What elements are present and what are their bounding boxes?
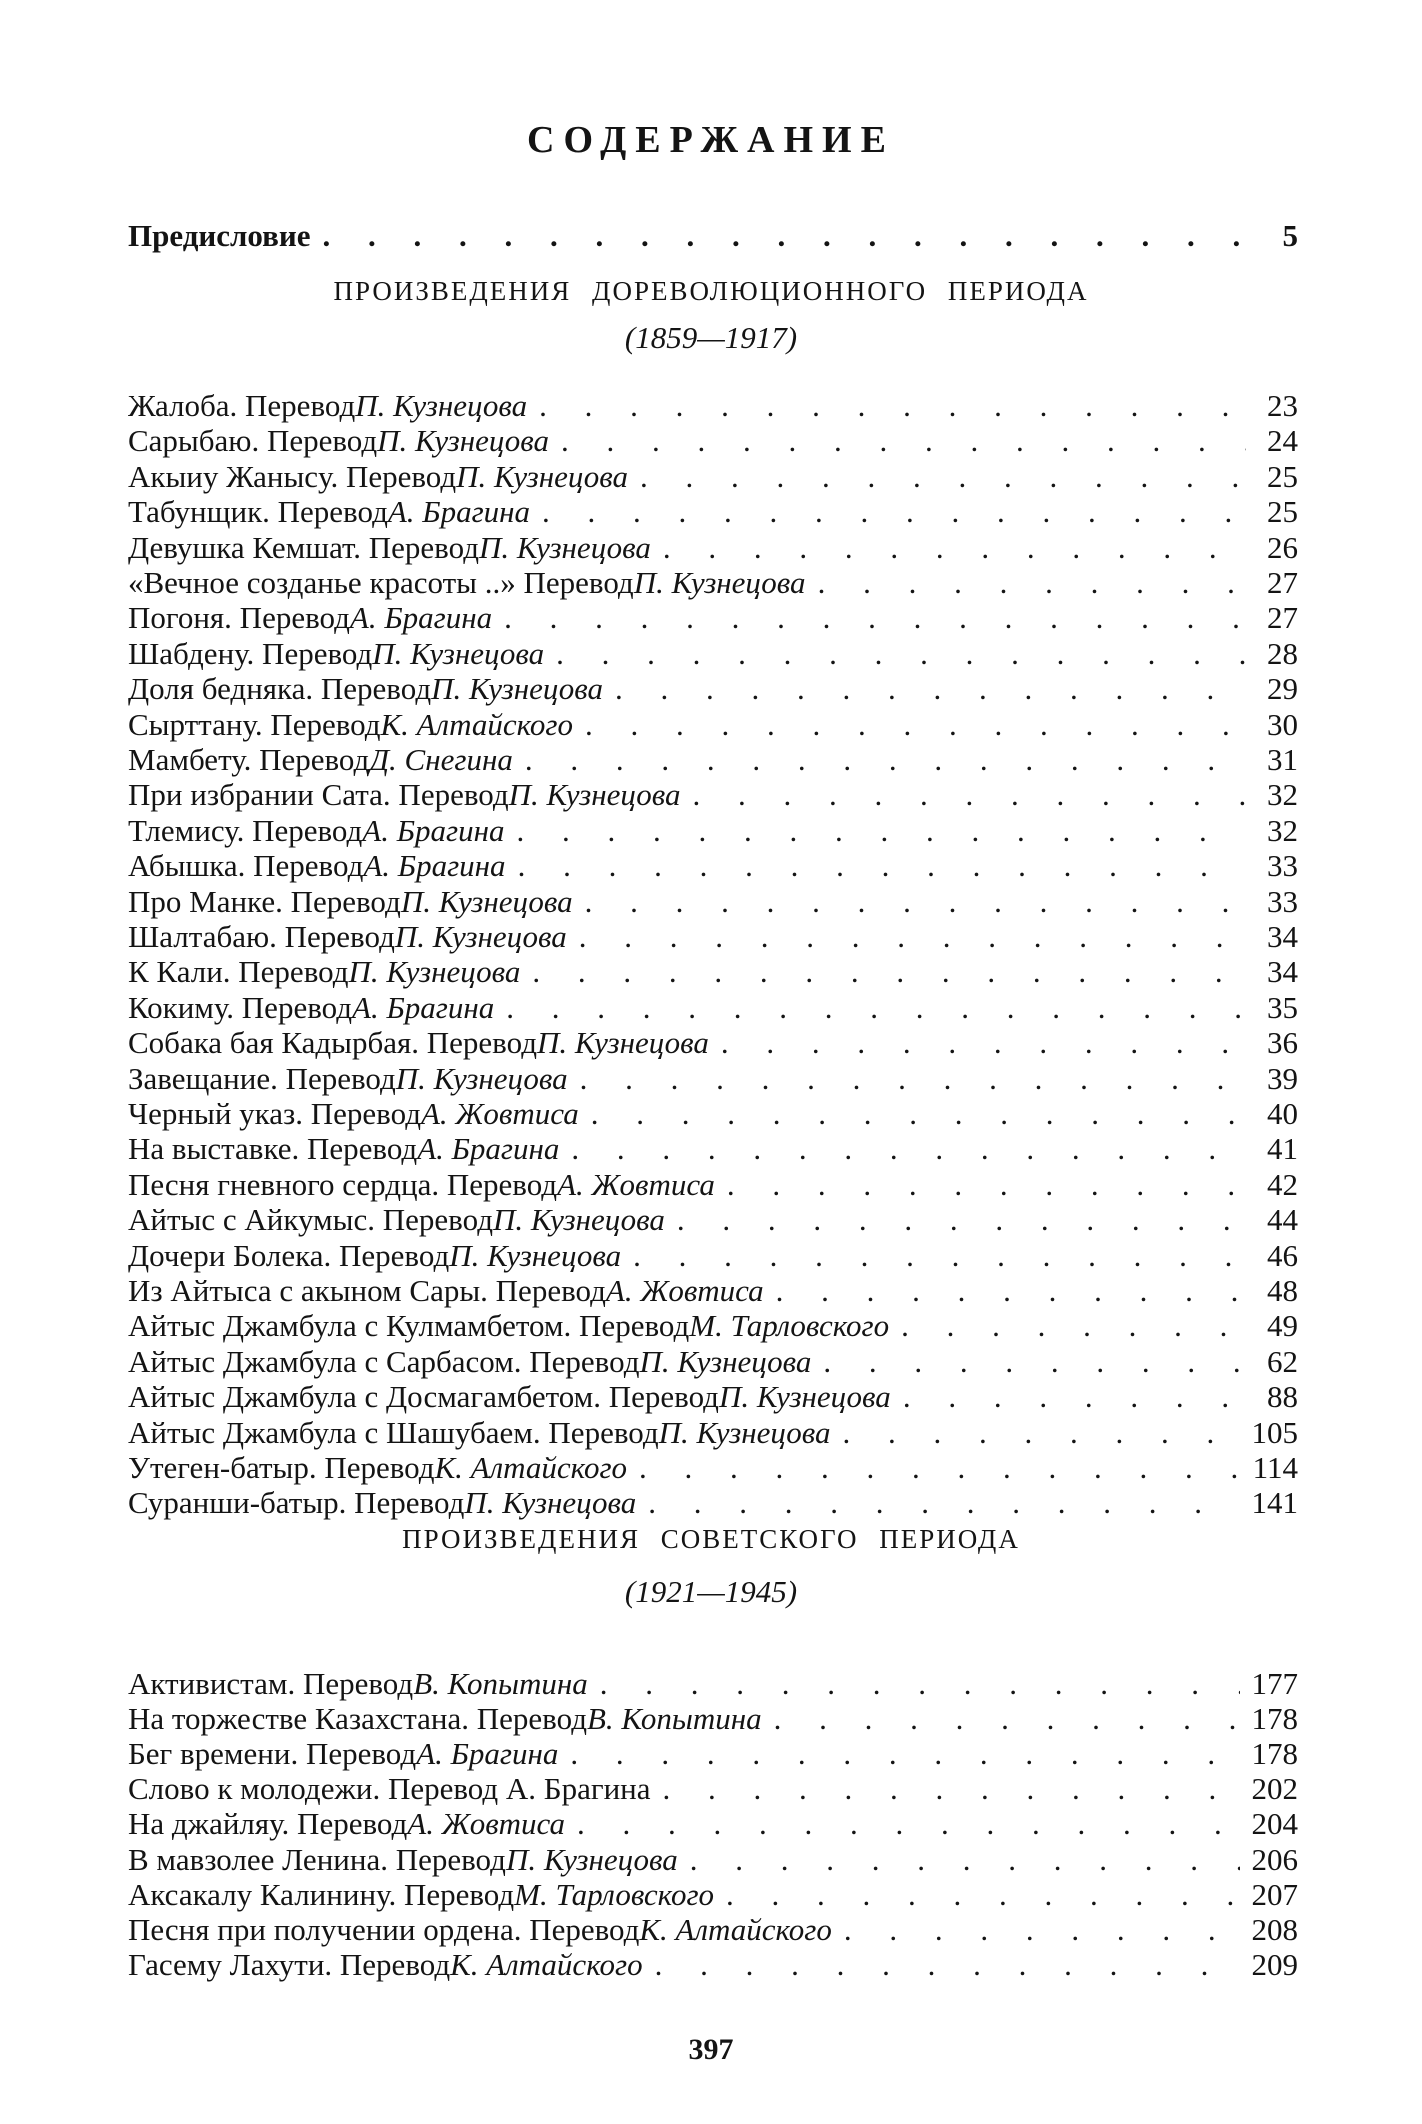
- toc-entry: [128, 671, 1298, 707]
- toc-entry-title: Сарыбаю. Перевод: [128, 423, 378, 459]
- toc-entry-page: 33: [1267, 848, 1298, 884]
- toc-entry-translator: А. Брагина: [352, 989, 495, 1025]
- dot-leader: [776, 1273, 1246, 1309]
- toc-entry-page: 42: [1267, 1166, 1298, 1202]
- dot-leader: [532, 954, 1246, 990]
- toc-entry-title: Акыиу Жаныcу. Перевод: [128, 458, 457, 494]
- toc-entry: [128, 1096, 1298, 1132]
- toc-entry-page: 32: [1267, 812, 1298, 848]
- toc-entry-page: 62: [1267, 1343, 1298, 1379]
- toc-entry-title: Сырттану. Перевод: [128, 706, 381, 742]
- toc-entry: [128, 1666, 1298, 1702]
- toc-entry-translator: М. Тарловского: [514, 1876, 715, 1912]
- dot-leader: [903, 1379, 1246, 1415]
- toc-entry-title: На выставке. Перевод: [128, 1131, 418, 1167]
- toc-entry-translator: А. Брагина: [362, 812, 505, 848]
- dot-leader: [640, 459, 1246, 495]
- toc-entry-title: Табунщик. Перевод: [128, 494, 388, 530]
- toc-entry-translator: П. Кузнецова: [505, 1841, 678, 1877]
- toc-entry: [128, 1167, 1298, 1203]
- toc-entry-translator: П. Кузнецова: [456, 458, 629, 494]
- dot-leader: [579, 919, 1246, 955]
- toc-entry-page: 24: [1267, 423, 1298, 459]
- dot-leader: [539, 388, 1246, 424]
- toc-entry: [128, 1947, 1298, 1983]
- toc-entry-title: Дочери Болека. Перевод: [128, 1237, 450, 1273]
- dot-leader: [721, 1025, 1246, 1061]
- dot-leader: [323, 218, 1247, 254]
- toc-entry: [128, 636, 1298, 672]
- toc-entry: [128, 1842, 1298, 1878]
- toc-entry-page: 177: [1251, 1666, 1298, 1701]
- toc-entry-title: Завещание. Перевод: [128, 1060, 396, 1096]
- toc-entry: [128, 388, 1298, 424]
- dot-leader: [570, 1736, 1239, 1772]
- toc-entry: [128, 919, 1298, 955]
- toc-entry-page: 32: [1267, 777, 1298, 813]
- toc-entry: [128, 1736, 1298, 1772]
- toc-entry-translator: П. Кузнецова: [355, 388, 528, 423]
- toc-entry-title: Мамбету. Перевод: [128, 742, 370, 777]
- toc-entry-page: 178: [1251, 1736, 1298, 1772]
- toc-entry-translator: П. Кузнецова: [633, 565, 806, 600]
- toc-entry-title: Песня при получении ордена. Перевод: [128, 1911, 640, 1947]
- page-number: 397: [688, 2033, 734, 2066]
- toc-entry-translator: П. Кузнецова: [718, 1379, 891, 1415]
- toc-entry-preface: [128, 218, 1298, 254]
- toc-entry-page: 44: [1267, 1202, 1298, 1238]
- toc-entry-title: «Вечное созданье красоты ..» Перевод: [128, 565, 634, 600]
- toc-entry-title: Аксакалу Калинину. Перевод: [128, 1876, 515, 1912]
- toc-entry: [128, 954, 1298, 990]
- toc-entry: [128, 1877, 1298, 1913]
- toc-entry-translator: П. Кузнецова: [478, 529, 651, 565]
- toc-entry-page: 5: [1282, 218, 1298, 253]
- toc-entry-page: 36: [1267, 1025, 1298, 1061]
- toc-entry-translator: П. Кузнецова: [400, 883, 573, 919]
- toc-entry-page: 39: [1267, 1060, 1298, 1096]
- toc-entry: [128, 884, 1298, 920]
- page-title: СОДЕРЖАНИЕ: [527, 119, 895, 161]
- toc-entry-page: 41: [1267, 1131, 1298, 1167]
- toc-entry-translator: А. Брагина: [363, 848, 506, 884]
- toc-entry-title: Бег времени. Перевод: [128, 1736, 417, 1772]
- toc-entry-title: Про Манке. Перевод: [128, 883, 401, 919]
- toc-entry-title: Шабдену. Перевод: [128, 635, 373, 671]
- toc-entry-translator: П. Кузнецова: [395, 1060, 568, 1096]
- toc-entry-page: 33: [1267, 883, 1298, 919]
- dot-leader: [844, 1912, 1240, 1948]
- toc-entry-page: 27: [1267, 565, 1298, 600]
- toc-entry: [128, 813, 1298, 849]
- dot-leader: [818, 565, 1246, 601]
- toc-entry: [128, 565, 1298, 601]
- toc-entry-page: 34: [1267, 919, 1298, 954]
- dot-leader: [774, 1701, 1240, 1737]
- toc-entry: [128, 1202, 1298, 1238]
- toc-entry-title: Песня гневного сердца. Перевод: [128, 1166, 558, 1202]
- toc-entry-title: Активистам. Перевод: [128, 1666, 414, 1701]
- toc-entry: [128, 1238, 1298, 1274]
- dot-leader: [561, 423, 1246, 459]
- toc-entry-title: Жалоба. Перевод: [128, 388, 356, 423]
- dot-leader: [600, 1666, 1240, 1702]
- toc-entry: [128, 848, 1298, 884]
- toc-entry: [128, 423, 1298, 459]
- toc-entry-title: Утеген-батыр. Перевод: [128, 1450, 435, 1485]
- section-heading-prerevolutionary: ПРОИЗВЕДЕНИЯ ДОРЕВОЛЮЦИОННОГО ПЕРИОДА: [333, 276, 1089, 306]
- dot-leader: [693, 777, 1246, 813]
- toc-entry-page: 26: [1267, 529, 1298, 565]
- toc-entry: [128, 777, 1298, 813]
- toc-entry-translator: Д. Снегина: [369, 742, 513, 777]
- toc-entry-title: На джайляу. Перевод: [128, 1806, 408, 1842]
- toc-entry-translator: П. Кузнецова: [492, 1202, 665, 1238]
- toc-entry: [128, 990, 1298, 1026]
- dot-leader: [517, 813, 1247, 849]
- toc-entry-title: Айтыс Джамбула с Кулмамбетом. Перевод: [128, 1308, 690, 1344]
- toc-entry-title: Айтыс с Айкумыс. Перевод: [128, 1202, 493, 1238]
- toc-entry-translator: П. Кузнецова: [394, 919, 567, 954]
- dot-leader: [843, 1415, 1240, 1451]
- toc-entry-page: 105: [1251, 1414, 1298, 1450]
- toc-entry-translator: П. Кузнецова: [508, 777, 681, 813]
- dot-leader: [655, 1947, 1240, 1983]
- toc-entry: [128, 1485, 1298, 1521]
- toc-entry-title: Погоня. Перевод: [128, 600, 350, 636]
- toc-entry: [128, 1771, 1298, 1807]
- toc-entry-translator: А. Брагина: [416, 1736, 559, 1772]
- toc-entry-title: Собака бая Кадырбая. Перевод: [128, 1025, 537, 1061]
- dot-leader: [663, 1771, 1240, 1807]
- dot-leader: [726, 1877, 1239, 1913]
- toc-entry-page: 35: [1267, 989, 1298, 1025]
- toc-entry-page: 48: [1267, 1273, 1298, 1308]
- toc-entry-title: Предисловие: [128, 218, 311, 253]
- toc-entry: [128, 1701, 1298, 1737]
- toc-entry-page: 31: [1267, 742, 1298, 777]
- dot-leader: [727, 1167, 1246, 1203]
- toc-entry-translator: М. Тарловского: [689, 1308, 890, 1344]
- toc-entry-page: 114: [1252, 1450, 1298, 1485]
- toc-entry-title: Кокиму. Перевод: [128, 989, 353, 1025]
- toc-entry: [128, 1379, 1298, 1415]
- toc-entry-title: Суранши-батыр. Перевод: [128, 1485, 465, 1521]
- toc-entry-translator: А. Брагина: [387, 494, 531, 530]
- toc-entry-title: На торжестве Казахстана. Перевод: [128, 1701, 587, 1737]
- toc-entry-translator: П. Кузнецова: [348, 954, 521, 990]
- dot-leader: [648, 1485, 1239, 1521]
- toc-entry-translator: П. Кузнецова: [536, 1025, 709, 1061]
- toc-entry-page: 30: [1267, 706, 1298, 742]
- toc-entry: [128, 1061, 1298, 1097]
- toc-entry-title: Доля бедняка. Перевод: [128, 671, 432, 707]
- toc-entry-title: Айтыс Джамбула с Шашубаем. Перевод: [128, 1414, 659, 1450]
- toc-entry: [128, 600, 1298, 636]
- toc-entry-page: 141: [1251, 1485, 1298, 1521]
- toc-entry-translator: А. Жовтиса: [605, 1273, 764, 1308]
- toc-entry-translator: А. Жовтиса: [557, 1166, 715, 1202]
- dot-leader: [633, 1238, 1246, 1274]
- toc-entry-title: К Кали. Перевод: [128, 954, 349, 990]
- toc-entry-title: Айтыс Джамбула с Сарбасом. Перевод: [128, 1343, 640, 1379]
- toc-entry-translator: К. Алтайского: [639, 1911, 832, 1947]
- toc-entry-translator: П. Кузнецова: [449, 1237, 622, 1273]
- toc-entry-page: 207: [1251, 1876, 1298, 1912]
- toc-entry-page: 34: [1267, 954, 1298, 990]
- toc-entry-translator: П. Кузнецова: [464, 1485, 637, 1521]
- dot-leader: [585, 707, 1246, 743]
- dot-leader: [585, 884, 1246, 920]
- dot-leader: [556, 636, 1246, 672]
- toc-entry-title: Девушка Кемшат. Перевод: [128, 529, 479, 565]
- section-heading-soviet: ПРОИЗВЕДЕНИЯ СОВЕТСКОГО ПЕРИОДА: [402, 1524, 1020, 1554]
- toc-entry-page: 178: [1251, 1701, 1298, 1737]
- toc-entry-title: Черный указ. Перевод: [128, 1096, 421, 1131]
- toc-entry-translator: П. Кузнецова: [377, 423, 550, 459]
- dot-leader: [615, 671, 1246, 707]
- toc-entry-translator: П. Кузнецова: [639, 1343, 812, 1379]
- dot-leader: [677, 1202, 1246, 1238]
- dot-leader: [663, 530, 1246, 566]
- toc-entry-translator: А. Жовтиса: [407, 1806, 566, 1842]
- toc-entry-translator: А. Брагина: [349, 600, 493, 636]
- toc-entry: [128, 1025, 1298, 1061]
- toc-entry: [128, 1912, 1298, 1948]
- toc-entry-page: 88: [1267, 1379, 1298, 1415]
- toc-entry-translator: А. Брагина: [417, 1131, 560, 1167]
- toc-entry-title: Гасему Лахути. Перевод: [128, 1946, 451, 1982]
- toc-entry-translator: К. Алтайского: [380, 706, 574, 742]
- toc-entry-translator: К. Алтайского: [450, 1946, 643, 1982]
- toc-entry-page: 40: [1267, 1096, 1298, 1131]
- dot-leader: [571, 1131, 1246, 1167]
- toc-entry-translator: П. Кузнецова: [431, 671, 603, 707]
- toc-entry: [128, 1273, 1298, 1309]
- toc-entry: [128, 742, 1298, 778]
- dot-leader: [823, 1344, 1246, 1380]
- toc-entry-translator: В. Копытина: [413, 1666, 588, 1701]
- toc-entry: [128, 1806, 1298, 1842]
- toc-entry-translator: П. Кузнецова: [658, 1414, 831, 1450]
- toc-entry-page: 209: [1251, 1946, 1298, 1982]
- toc-entry: [128, 459, 1298, 495]
- toc-entry: [128, 1344, 1298, 1380]
- dot-leader: [639, 1450, 1241, 1486]
- toc-entry-title: Айтыс Джамбула с Досмагамбетом. Перевод: [128, 1379, 719, 1415]
- toc-entry-page: 27: [1267, 600, 1298, 636]
- toc-entry-page: 206: [1251, 1841, 1298, 1877]
- dot-leader: [580, 1061, 1246, 1097]
- section-period-prerevolutionary: (1859—1917): [624, 320, 798, 355]
- toc-entry-page: 49: [1267, 1308, 1298, 1344]
- toc-entry-page: 46: [1267, 1237, 1298, 1273]
- dot-leader: [518, 848, 1246, 884]
- toc-entry-title: При избрании Сата. Перевод: [128, 777, 509, 813]
- toc-entry-page: 25: [1267, 458, 1298, 494]
- toc-entry-page: 202: [1251, 1771, 1298, 1807]
- dot-leader: [504, 600, 1246, 636]
- toc-entry-translator: В. Копытина: [587, 1701, 762, 1737]
- toc-entry-page: 25: [1267, 494, 1298, 530]
- toc-entry-title: В мавзолее Ленина. Перевод: [128, 1841, 506, 1877]
- toc-entry-page: 208: [1251, 1911, 1298, 1947]
- toc-entry: [128, 1131, 1298, 1167]
- dot-leader: [577, 1806, 1239, 1842]
- toc-entry-page: 204: [1251, 1806, 1298, 1842]
- toc-entry: [128, 494, 1298, 530]
- toc-entry-title: Слово к молодежи. Перевод А. Брагина: [128, 1771, 651, 1807]
- toc-entry: [128, 1450, 1298, 1486]
- toc-entry-title: Из Айтыса с акыном Сары. Перевод: [128, 1273, 606, 1308]
- dot-leader: [542, 494, 1246, 530]
- dot-leader: [690, 1842, 1240, 1878]
- toc-entry-title: Шалтабаю. Перевод: [128, 919, 395, 954]
- dot-leader: [591, 1096, 1246, 1132]
- toc-entry: [128, 1415, 1298, 1451]
- dot-leader: [525, 742, 1246, 778]
- toc-entry: [128, 1308, 1298, 1344]
- dot-leader: [506, 990, 1246, 1026]
- section-period-soviet: (1921—1945): [624, 1574, 798, 1609]
- toc-entry-page: 29: [1267, 671, 1298, 707]
- toc-entry-translator: А. Жовтиса: [420, 1096, 579, 1131]
- toc-entry-title: Абышка. Перевод: [128, 848, 364, 884]
- toc-entry-title: Тлемису. Перевод: [128, 812, 363, 848]
- dot-leader: [901, 1308, 1246, 1344]
- toc-entry: [128, 707, 1298, 743]
- toc-entry-translator: П. Кузнецова: [372, 635, 545, 671]
- toc-entry-page: 28: [1267, 635, 1298, 671]
- toc-entry: [128, 530, 1298, 566]
- toc-entry-page: 23: [1267, 388, 1298, 423]
- toc-entry-translator: К. Алтайского: [434, 1450, 628, 1485]
